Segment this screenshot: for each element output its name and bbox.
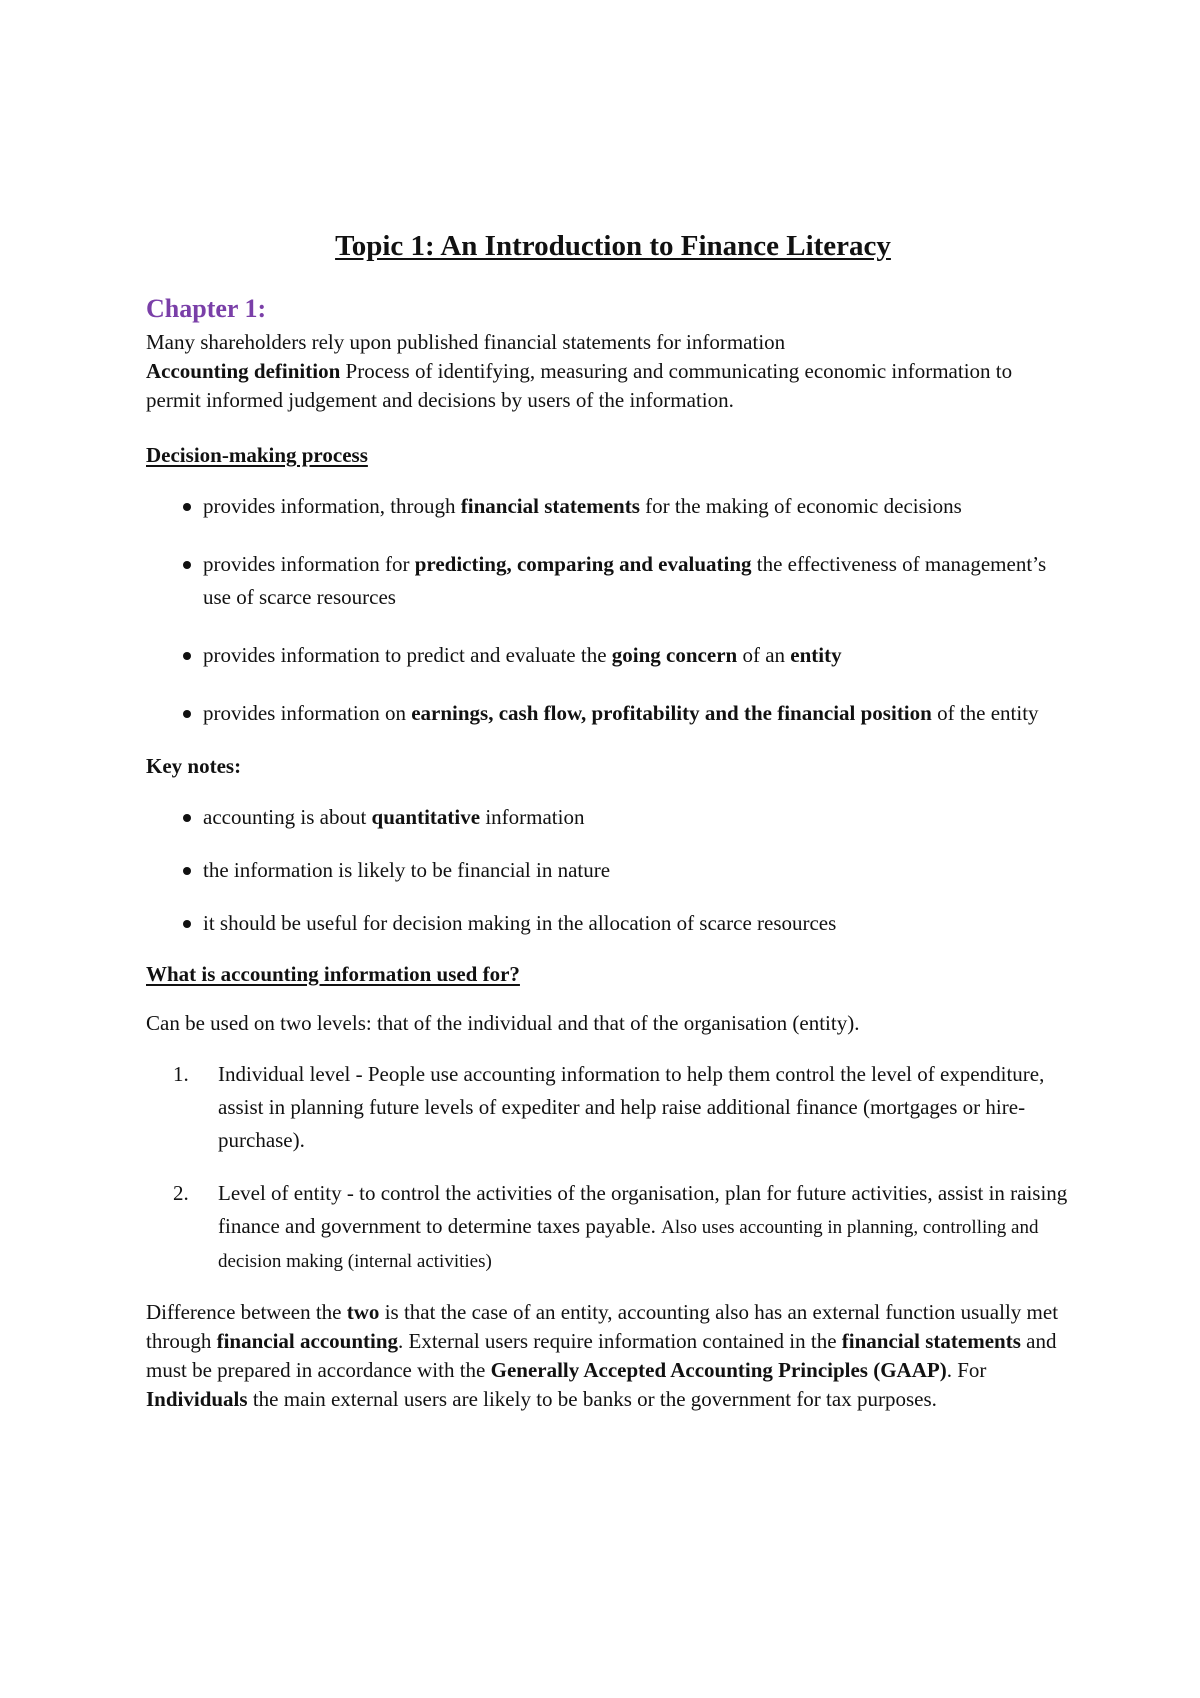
definition-text: Process of identifying, measuring and communicating economic information to permit informed judgement and decisions by users of the information. — [146, 359, 1013, 412]
usage-intro: Can be used on two levels: that of the individual and that of the organisation (entity). — [146, 1011, 860, 1035]
bullet-icon — [183, 503, 191, 511]
list-item: provides information, through financial statements for the making of economic decisions — [146, 490, 1070, 523]
usage-heading: What is accounting information used for? — [146, 962, 520, 986]
key-notes-heading: Key notes: — [146, 754, 242, 778]
usage-list — [146, 1058, 1070, 1278]
difference-paragraph: Difference between the two is that the case of an entity, accounting also has an external function usually met through financial accounting. External users require information contained in the financial statements and must be prepared in accordance with the Generally Accepted Accounting Principles (GAAP). For Individuals the main external users are likely to be banks or the government for tax purposes. — [146, 1300, 1059, 1411]
list-item: provides information for predicting, comparing and evaluating the effectiveness of management’s use of scarce resources — [146, 548, 1070, 614]
key-notes-list — [146, 801, 1070, 940]
decision-making-heading: Decision-making process — [146, 443, 368, 467]
decision-making-list — [146, 490, 1070, 730]
intro-line: Many shareholders rely upon published financial statements for information — [146, 330, 786, 354]
bullet-icon — [183, 867, 191, 875]
bullet-icon — [183, 652, 191, 660]
page-title: Topic 1: An Introduction to Finance Literacy — [335, 230, 891, 262]
list-item: provides information to predict and evaluate the going concern of an entity — [146, 639, 1070, 672]
list-item: 1. Individual level - People use accounting information to help them control the level of expenditure, assist in planning future levels of expediter and help raise additional finance (mortgages or hire-purchase). — [173, 1062, 1045, 1152]
list-item: provides information on earnings, cash flow, profitability and the financial position of the entity — [146, 697, 1070, 730]
definition-term: Accounting definition — [146, 359, 341, 383]
list-item: accounting is about quantitative information — [146, 801, 1070, 834]
bullet-icon — [183, 814, 191, 822]
list-item: the information is likely to be financial in nature — [146, 854, 1070, 887]
list-item: it should be useful for decision making in the allocation of scarce resources — [146, 907, 1070, 940]
bullet-icon — [183, 710, 191, 718]
chapter-heading: Chapter 1: — [146, 294, 267, 323]
list-item: 2. Level of entity - to control the activities of the organisation, plan for future activities, assist in raising finance and government to determine taxes payable. Also uses accounting in planning, controlling and decision making (internal activities) — [173, 1181, 1068, 1272]
bullet-icon — [183, 920, 191, 928]
accounting-definition — [146, 357, 1070, 415]
bullet-icon — [183, 561, 191, 569]
